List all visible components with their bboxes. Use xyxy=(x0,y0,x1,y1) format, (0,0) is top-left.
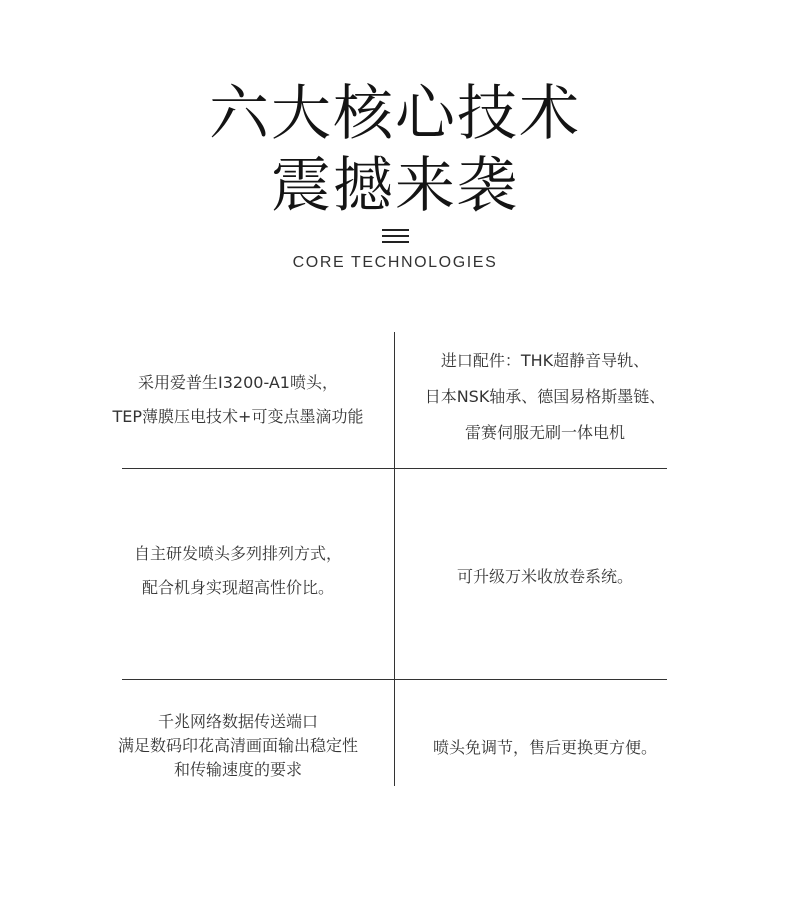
feature-text-line: 日本NSK轴承、德国易格斯墨链、 xyxy=(424,387,666,406)
feature-text-line: 满足数码印花高清画面输出稳定性 xyxy=(117,736,358,755)
feature-cell-parts xyxy=(395,344,695,450)
grid-horizontal-divider xyxy=(122,679,667,680)
feature-text-line: 自主研发喷头多列排列方式， xyxy=(133,544,342,563)
menu-icon-bar xyxy=(382,241,409,243)
feature-cell-rewind xyxy=(395,560,695,590)
feature-cell-nozzle xyxy=(88,350,388,450)
feature-text-line: 进口配件：THK超静音导轨、 xyxy=(440,351,650,370)
feature-text-line: 千兆网络数据传送端口 xyxy=(157,712,318,731)
feature-cell-maintenance xyxy=(395,731,695,761)
menu-icon-bar xyxy=(382,235,409,237)
feature-text-line: 可升级万米收放卷系统。 xyxy=(456,566,633,586)
feature-text-line: 采用爱普生I3200-A1喷头， xyxy=(138,373,338,392)
menu-icon-bar xyxy=(382,229,409,231)
feature-text-line: 配合机身实现超高性价比。 xyxy=(141,578,334,597)
feature-text-line: 喷头免调节，售后更换更方便。 xyxy=(432,737,657,757)
feature-cell-network xyxy=(88,706,388,786)
subtitle: CORE TECHNOLOGIES xyxy=(292,254,498,271)
page-title-line-1: 六大核心技术 xyxy=(209,79,581,149)
menu-icon xyxy=(382,229,409,243)
grid-horizontal-divider xyxy=(122,468,667,469)
feature-text-line: TEP薄膜压电技术+可变点墨滴功能 xyxy=(112,407,364,426)
feature-cell-arrangement xyxy=(88,536,388,606)
feature-text-line: 雷赛伺服无刷一体电机 xyxy=(464,423,625,442)
page-title-line-2: 震撼来袭 xyxy=(271,151,519,221)
feature-text-line: 和传输速度的要求 xyxy=(173,760,302,779)
